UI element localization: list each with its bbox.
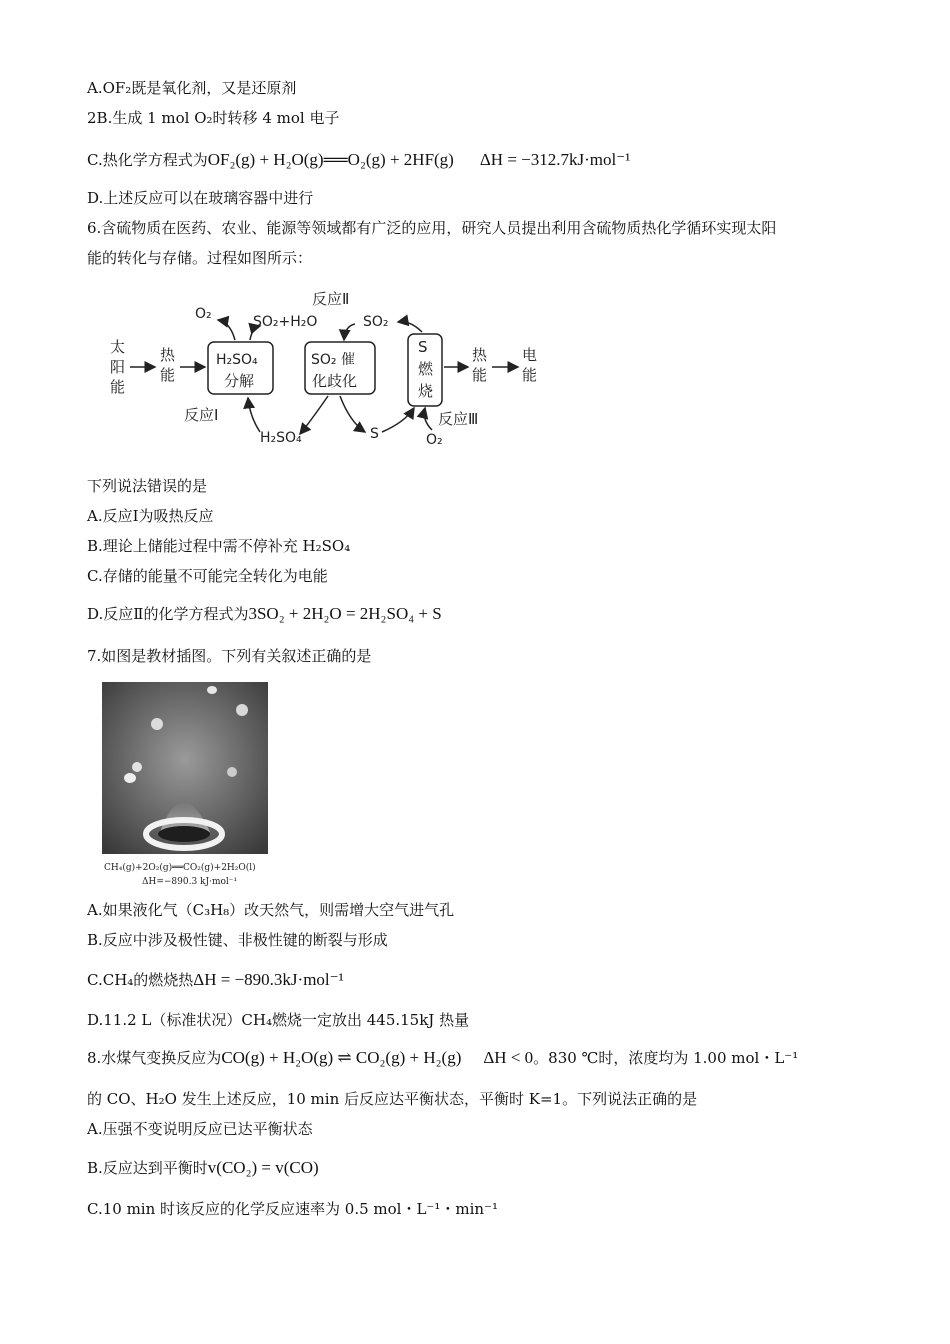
box3-label-2: 燃 bbox=[418, 360, 434, 378]
elec-label-a: 电 bbox=[522, 346, 538, 364]
o2-bottom-label: O₂ bbox=[426, 432, 443, 448]
q6-option-c: C.存储的能量不可能完全转化为电能 bbox=[87, 567, 328, 585]
q6-stem-line1: 6.含硫物质在医药、农业、能源等领域都有广泛的应用，研究人员提出利用含硫物质热化学循环实现太阳 bbox=[87, 219, 777, 237]
q8-stem-line2: 的 CO、H₂O 发生上述反应，10 min 后反应达平衡状态，平衡时 K=1。下列说法正确的是 bbox=[87, 1090, 698, 1108]
reaction-3-label: 反应Ⅲ bbox=[438, 410, 479, 428]
q7-option-a: A.如果液化气（C₃H₈）改天然气，则需增大空气进气孔 bbox=[87, 901, 455, 919]
solar-label-2: 阳 bbox=[110, 358, 126, 376]
solar-label-1: 太 bbox=[110, 338, 126, 356]
heat-label-1a: 热 bbox=[160, 346, 176, 364]
box2-label-2: 化歧化 bbox=[312, 372, 358, 390]
q6-option-d bbox=[87, 604, 442, 624]
q6-option-b: B.理论上储能过程中需不停补充 H₂SO₄ bbox=[87, 537, 351, 555]
o2-top-label: O₂ bbox=[195, 306, 212, 322]
q8-stem-suffix: 。830 ℃时，浓度均为 1.00 mol・L⁻¹ bbox=[533, 1049, 799, 1067]
arrow-box2-to-s bbox=[340, 396, 365, 432]
q8-option-b-prefix: B.反应达到平衡时 bbox=[87, 1159, 208, 1177]
q6-stem-line2: 能的转化与存储。过程如图所示： bbox=[87, 249, 313, 267]
box3-label-1: S bbox=[418, 338, 428, 356]
methane-flame-photo bbox=[102, 682, 268, 890]
q7-option-c-prefix: C.CH₄的燃烧热 bbox=[87, 971, 194, 989]
photo-caption-enthalpy: ΔH=−890.3 kJ·mol⁻¹ bbox=[142, 877, 238, 887]
q8-option-c: C.10 min 时该反应的化学反应速率为 0.5 mol・L⁻¹・min⁻¹ bbox=[87, 1200, 498, 1218]
q7-stem: 7.如图是教材插图。下列有关叙述正确的是 bbox=[87, 647, 372, 665]
heat-label-2a: 热 bbox=[472, 346, 488, 364]
q5-option-c-enthalpy: ΔH = −312.7kJ·mol⁻¹ bbox=[479, 150, 631, 169]
q5-option-c bbox=[87, 150, 630, 170]
reaction-2-label: 反应Ⅱ bbox=[312, 290, 350, 308]
heat-label-2b: 能 bbox=[472, 366, 488, 384]
arrow-h2so4-to-box1 bbox=[248, 398, 260, 432]
arrow-box3-to-so2 bbox=[398, 322, 422, 332]
solar-label-3: 能 bbox=[110, 378, 126, 396]
q8-option-b-equation: v(CO₂) = v(CO) bbox=[207, 1158, 319, 1177]
q8-stem-line1 bbox=[87, 1048, 798, 1068]
q6-option-a: A.反应Ⅰ为吸热反应 bbox=[87, 507, 214, 525]
box3-label-3: 烧 bbox=[418, 382, 434, 400]
q7-option-b: B.反应中涉及极性键、非极性键的断裂与形成 bbox=[87, 931, 388, 949]
arrow-box1-to-o2 bbox=[218, 320, 235, 340]
box1-label-2: 分解 bbox=[224, 372, 255, 390]
h2so4-bottom-label: H₂SO₄ bbox=[260, 430, 302, 446]
q8-option-b bbox=[87, 1158, 319, 1178]
arrow-s-to-box3 bbox=[382, 408, 414, 432]
box1-label-1: H₂SO₄ bbox=[216, 352, 258, 368]
q5-option-a: A.OF₂既是氧化剂，又是还原剂 bbox=[87, 79, 297, 97]
q5-option-b: 2B.生成 1 mol O₂时转移 4 mol 电子 bbox=[87, 109, 340, 127]
q8-stem-equation: CO(g) + H₂O(g) ⇌ CO₂(g) + H₂(g) bbox=[221, 1048, 462, 1067]
box2-label-1: SO₂ 催 bbox=[311, 352, 355, 368]
arrow-o2-to-box3 bbox=[424, 408, 432, 430]
elec-label-b: 能 bbox=[522, 366, 538, 384]
so2-right-label: SO₂ bbox=[363, 314, 389, 330]
q7-option-c-equation: ΔH = −890.3kJ·mol⁻¹ bbox=[193, 970, 344, 989]
q7-option-c bbox=[87, 970, 344, 990]
q5-option-d: D.上述反应可以在玻璃容器中进行 bbox=[87, 189, 314, 207]
q6-ask: 下列说法错误的是 bbox=[87, 477, 208, 495]
q7-option-d: D.11.2 L（标准状况）CH₄燃烧一定放出 445.15kJ 热量 bbox=[87, 1011, 470, 1029]
q6-option-d-prefix: D.反应Ⅱ的化学方程式为 bbox=[87, 605, 249, 623]
q8-option-a: A.压强不变说明反应已达平衡状态 bbox=[87, 1120, 313, 1138]
q8-stem-prefix: 8.水煤气变换反应为 bbox=[87, 1049, 222, 1067]
sulfur-cycle-diagram bbox=[100, 282, 560, 452]
arrow-box2-to-h2so4 bbox=[300, 396, 328, 434]
reaction-1-label: 反应Ⅰ bbox=[184, 406, 219, 424]
q8-stem-enthalpy: ΔH < 0 bbox=[483, 1048, 534, 1067]
q5-option-c-equation: OF₂(g) + H₂O(g)══O₂(g) + 2HF(g) bbox=[207, 150, 454, 169]
photo-caption-equation: CH₄(g)+2O₂(g)══CO₂(g)+2H₂O(l) bbox=[104, 863, 256, 873]
arrow-so2h2o-to-box2 bbox=[344, 324, 355, 340]
s-bottom-label: S bbox=[370, 426, 379, 442]
so2-h2o-label: SO₂+H₂O bbox=[253, 314, 318, 330]
heat-label-1b: 能 bbox=[160, 366, 176, 384]
q6-option-d-equation: 3SO₂ + 2H₂O = 2H₂SO₄ + S bbox=[248, 604, 442, 623]
q5-option-c-prefix: C.热化学方程式为 bbox=[87, 151, 208, 169]
